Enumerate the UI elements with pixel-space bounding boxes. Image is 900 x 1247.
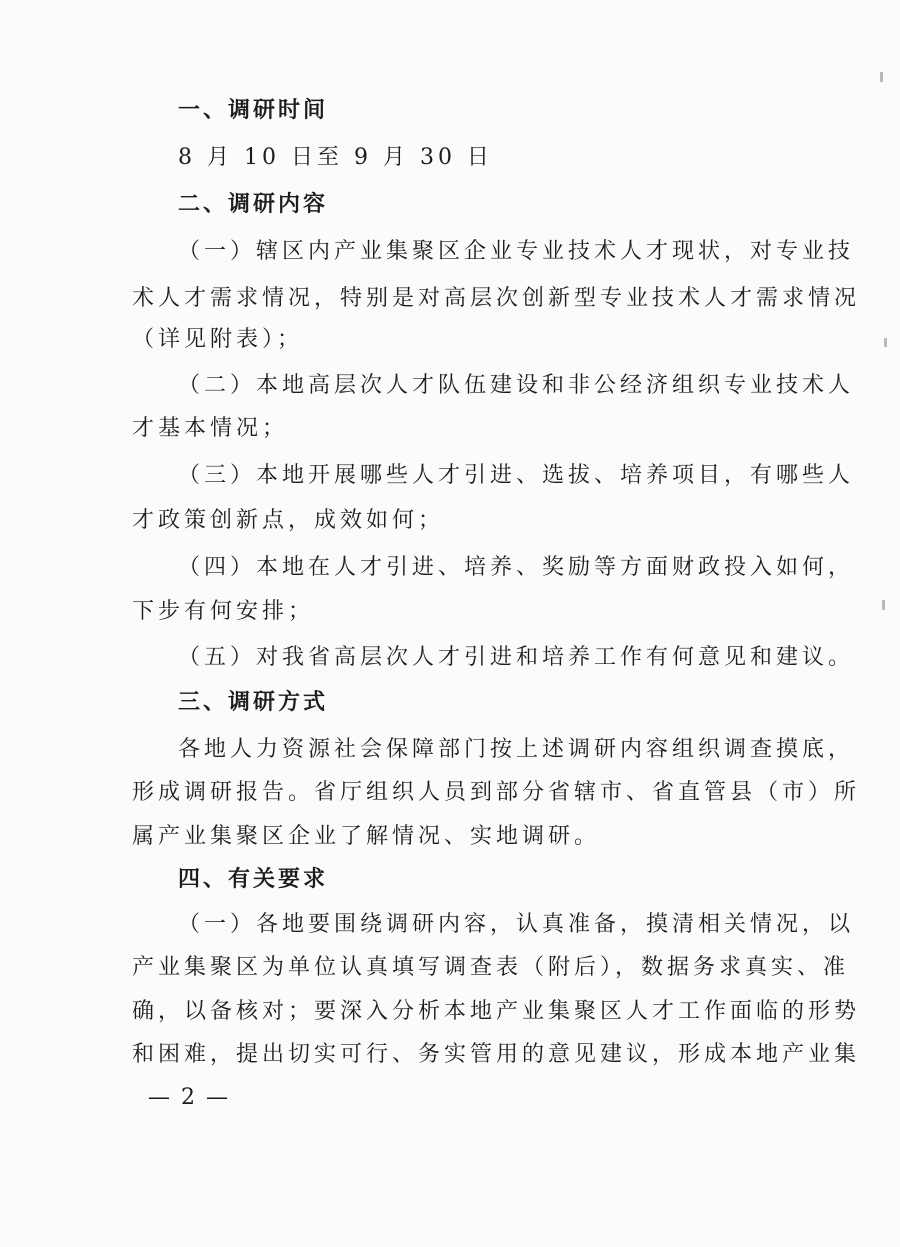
scan-mark — [884, 338, 887, 347]
paragraph-line: 下步有何安排； — [132, 599, 315, 624]
research-dates: 8 月 10 日至 9 月 30 日 — [178, 145, 493, 170]
section-heading-requirements: 四、有关要求 — [178, 867, 329, 892]
paragraph-line: 术人才需求情况，特别是对高层次创新型专业技术人才需求情况 — [132, 286, 861, 311]
paragraph-line: （详见附表）； — [132, 327, 304, 352]
paragraph-line: 才基本情况； — [132, 416, 289, 441]
paragraph-line: 形成调研报告。省厅组织人员到部分省辖市、省直管县（市）所 — [132, 780, 861, 805]
paragraph-line: 确，以备核对；要深入分析本地产业集聚区人才工作面临的形势 — [132, 999, 861, 1024]
paragraph-line: （二）本地高层次人才队伍建设和非公经济组织专业技术人 — [178, 373, 855, 398]
section-heading-method: 三、调研方式 — [178, 690, 329, 715]
paragraph-line: 和困难，提出切实可行、务实管用的意见建议，形成本地产业集 — [132, 1042, 861, 1067]
paragraph-line: （一）辖区内产业集聚区企业专业技术人才现状，对专业技 — [178, 239, 855, 264]
paragraph-line: 属产业集聚区企业了解情况、实地调研。 — [132, 824, 601, 849]
page-number: — 2 — — [148, 1085, 230, 1110]
paragraph-line: （五）对我省高层次人才引进和培养工作有何意见和建议。 — [178, 645, 855, 670]
paragraph-line: （三）本地开展哪些人才引进、选拔、培养项目，有哪些人 — [178, 463, 855, 488]
paragraph-line: 产业集聚区为单位认真填写调查表（附后），数据务求真实、准 — [132, 955, 850, 980]
paragraph-line: 各地人力资源社会保障部门按上述调研内容组织调查摸底， — [178, 737, 855, 762]
paragraph-line: （一）各地要围绕调研内容，认真准备，摸清相关情况，以 — [178, 912, 855, 937]
scan-mark — [882, 600, 885, 610]
section-heading-time: 一、调研时间 — [178, 98, 329, 123]
scan-mark — [880, 72, 883, 82]
section-heading-content: 二、调研内容 — [178, 192, 329, 217]
paragraph-line: （四）本地在人才引进、培养、奖励等方面财政投入如何， — [178, 555, 855, 580]
paragraph-line: 才政策创新点，成效如何； — [132, 508, 445, 533]
